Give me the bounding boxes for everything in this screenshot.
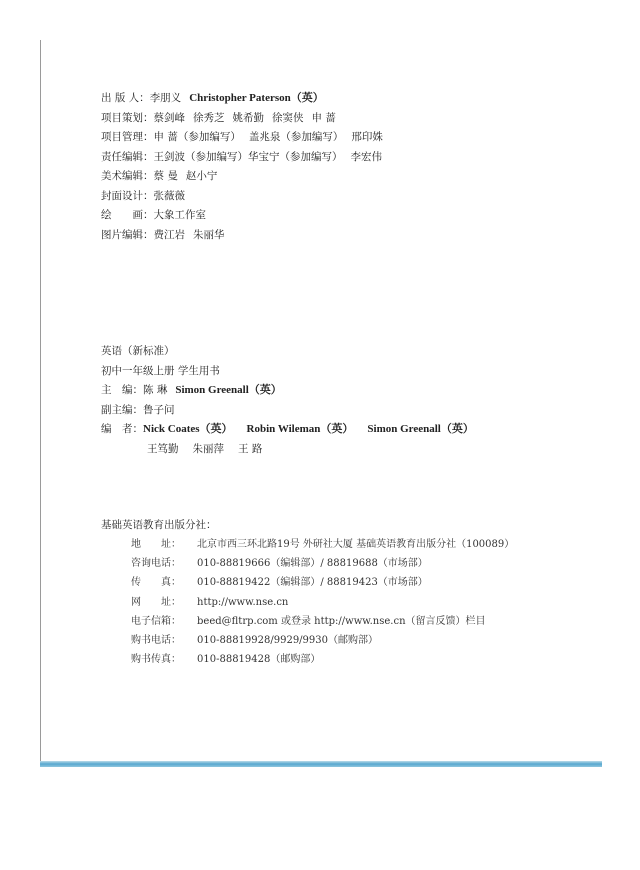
publisher-value: 010-88819666（编辑部）/ 88819688（市场部） xyxy=(197,558,428,570)
credit-row-editors xyxy=(101,148,391,168)
publisher-email-row xyxy=(101,612,514,631)
author-name: 王 路 xyxy=(238,442,263,455)
publisher-label: 咨询电话： xyxy=(131,558,181,570)
deputy-editor-name: 鲁子问 xyxy=(143,403,175,416)
author-name: Robin Wileman（英） xyxy=(246,423,354,435)
credit-label: 出 版 人： xyxy=(101,92,150,104)
book-title: 英语（新标准） xyxy=(101,345,175,357)
publisher-block xyxy=(101,515,514,669)
credit-row-illustration xyxy=(101,206,391,226)
authors-label: 编 者： xyxy=(101,423,143,435)
publisher-value: beed@fltrp.com 或登录 http://www.nse.cn（留言反馈）栏目 xyxy=(197,615,486,627)
credit-row-publisher xyxy=(101,89,391,109)
book-subtitle: 初中一年级上册 学生用书 xyxy=(101,364,220,377)
publisher-order-phone-row xyxy=(101,631,514,650)
author-name: Simon Greenall（英） xyxy=(367,423,474,435)
credit-value: 邢印姝 xyxy=(351,131,383,143)
credit-label: 封面设计： xyxy=(101,189,154,202)
book-info-block xyxy=(101,342,482,459)
authors-row-2 xyxy=(101,440,482,460)
publisher-label: 电子信箱： xyxy=(131,615,181,627)
credit-row-photos xyxy=(101,226,391,246)
author-name: Nick Coates（英） xyxy=(143,423,233,435)
credit-value: 大象工作室 xyxy=(153,209,206,221)
credit-row-planning xyxy=(101,109,391,129)
credit-value: 李宏伟 xyxy=(350,150,382,163)
credit-value: 王剑波（参加编写）华宝宁（参加编写） xyxy=(153,150,343,163)
publisher-website-row xyxy=(101,593,514,612)
credit-row-management xyxy=(101,128,391,148)
credits-block xyxy=(101,89,391,245)
deputy-editor-label: 副主编： xyxy=(101,403,143,416)
publisher-heading: 基础英语教育出版分社： xyxy=(101,519,217,531)
credit-value: 费江岩 xyxy=(153,228,185,241)
publisher-value: 北京市西三环北路19号 外研社大厦 基础英语教育出版分社（100089） xyxy=(197,539,515,550)
credit-value: 李朋义 xyxy=(149,92,182,104)
credit-value: 申 蔷 xyxy=(311,111,336,124)
deputy-editor-row xyxy=(101,401,482,421)
publisher-value: http://www.nse.cn xyxy=(197,596,289,608)
credit-label: 美术编辑： xyxy=(101,170,154,182)
author-name: 朱丽萍 xyxy=(192,442,224,455)
publisher-value: 010-88819422（编辑部）/ 88819423（市场部） xyxy=(197,577,428,589)
chief-editor-label: 主 编： xyxy=(101,384,143,396)
credit-value: 徐窦侠 xyxy=(272,111,304,124)
credit-label: 项目策划： xyxy=(101,111,154,124)
publisher-value: 010-88819428（邮购部） xyxy=(197,654,321,666)
publisher-label: 购书传真： xyxy=(131,654,181,666)
author-name: 王笃勤 xyxy=(147,442,179,455)
credit-value: 朱丽华 xyxy=(193,228,225,241)
publisher-label: 购书电话： xyxy=(131,634,181,646)
credit-value: 蔡剑峰 xyxy=(153,111,185,124)
authors-row xyxy=(101,420,482,440)
publisher-label: 地 址： xyxy=(131,539,181,550)
credit-value: 蔡 曼 xyxy=(153,170,178,182)
publisher-label: 网 址： xyxy=(131,596,181,608)
credit-value: 张薇薇 xyxy=(153,189,185,202)
chief-editor-row xyxy=(101,381,482,401)
publisher-address-row xyxy=(101,535,514,554)
credit-value: 申 蔷（参加编写） xyxy=(153,131,241,143)
credit-value: 盖兆泉（参加编写） xyxy=(248,131,344,143)
credit-label: 绘 画： xyxy=(101,209,154,221)
credit-label: 图片编辑： xyxy=(101,228,154,241)
credit-value: 徐秀芝 xyxy=(193,111,225,124)
page-bottom-rule xyxy=(40,761,602,767)
credit-row-cover xyxy=(101,187,391,207)
credit-value: 姚希勤 xyxy=(232,111,264,124)
publisher-fax-row xyxy=(101,573,514,592)
publisher-phone-row xyxy=(101,554,514,573)
credit-label: 项目管理： xyxy=(101,131,154,143)
publisher-label: 传 真： xyxy=(131,577,181,589)
credit-row-art xyxy=(101,167,391,187)
publisher-value: 010-88819928/9929/9930（邮购部） xyxy=(197,634,379,646)
chief-editor-name: Simon Greenall（英） xyxy=(175,384,282,396)
credit-label: 责任编辑： xyxy=(101,150,154,163)
chief-editor-name: 陈 琳 xyxy=(143,384,168,396)
page-left-rule xyxy=(40,40,41,762)
credit-value: Christopher Paterson（英） xyxy=(189,92,324,104)
credit-value: 赵小宁 xyxy=(185,170,218,182)
publisher-order-fax-row xyxy=(101,650,514,669)
